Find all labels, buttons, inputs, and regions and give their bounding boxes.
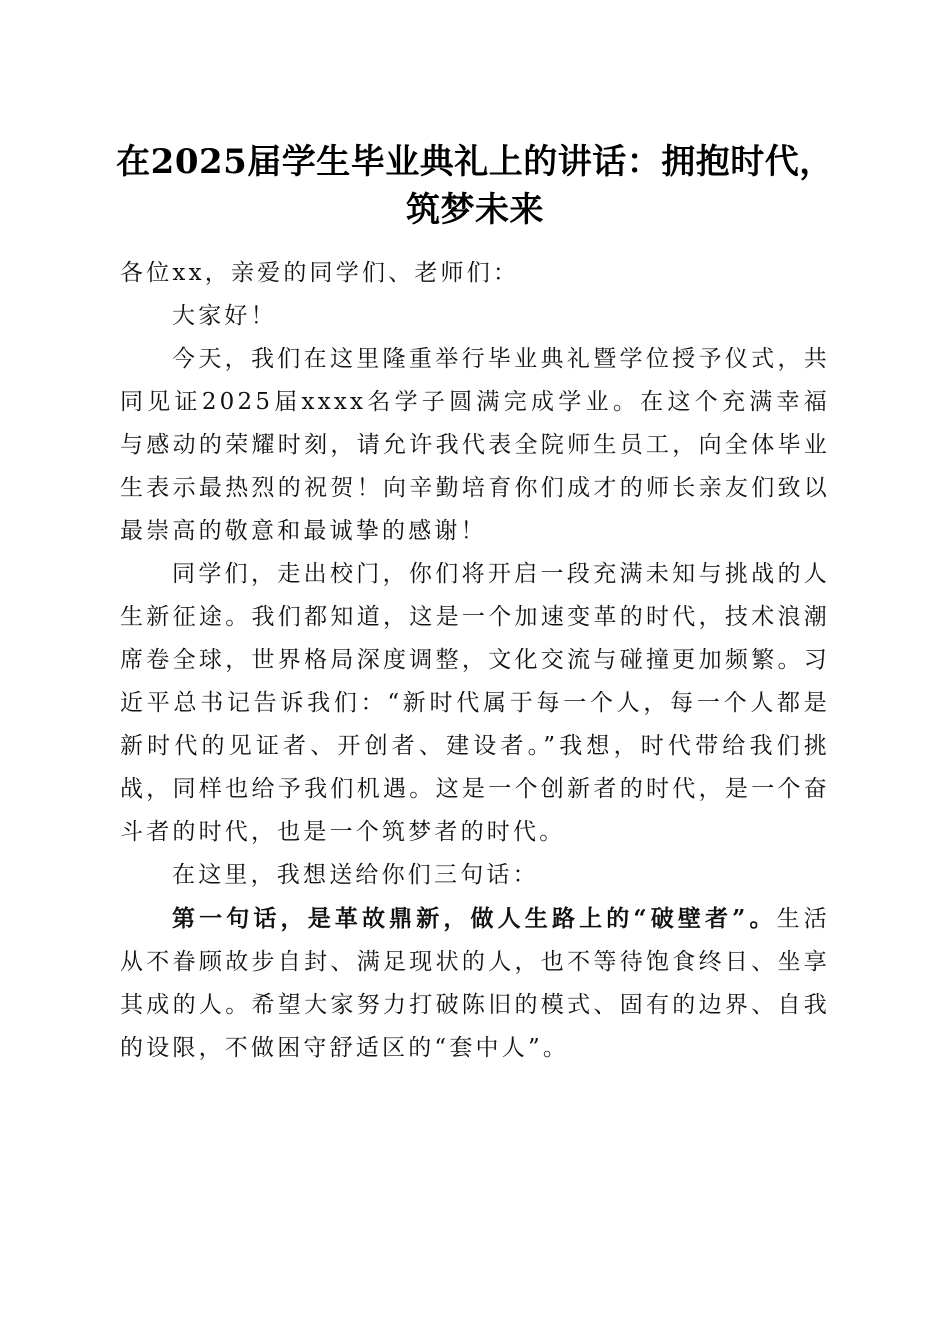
salutation: 各位xx，亲爱的同学们、老师们： — [120, 260, 520, 286]
document-body — [120, 252, 830, 1070]
title-line-2: 筑梦未来 — [406, 190, 544, 230]
document-title — [100, 138, 850, 234]
point-one-text: 生活从不眷顾故步自封、满足现状的人，也不等待饱食终日、坐享其成的人。希望大家努力打破陈旧的模式、固有的边界、自我的设限，不做困守舒适区的“套中人”。 — [120, 906, 830, 1061]
era-paragraph: 同学们，走出校门，你们将开启一段充满未知与挑战的人生新征途。我们都知道，这是一个加速变革的时代，技术浪潮席卷全球，世界格局深度调整，文化交流与碰撞更加频繁。习近平总书记告诉我们：“新时代属于每一个人，每一个人都是新时代的见证者、开创者、建设者。”我想，时代带给我们挑战，同样也给予我们机遇。这是一个创新者的时代，是一个奋斗者的时代，也是一个筑梦者的时代。 — [120, 561, 830, 845]
point-one-paragraph — [120, 897, 830, 1070]
opening-paragraph: 今天，我们在这里隆重举行毕业典礼暨学位授予仪式，共同见证2025届xxxx名学子圆满完成学业。在这个充满幸福与感动的荣耀时刻，请允许我代表全院师生员工，向全体毕业生表示最热烈的祝贺！向辛勤培育你们成才的师长亲友们致以最崇高的敬意和最诚挚的感谢！ — [120, 346, 830, 544]
three-sentences-intro: 在这里，我想送给你们三句话： — [172, 862, 539, 888]
point-one-lead: 第一句话，是革故鼎新，做人生路上的“破壁者”。 — [172, 905, 777, 932]
greeting-paragraph: 大家好！ — [172, 303, 277, 329]
title-line-1: 在2025届学生毕业典礼上的讲话：拥抱时代， — [116, 142, 834, 182]
